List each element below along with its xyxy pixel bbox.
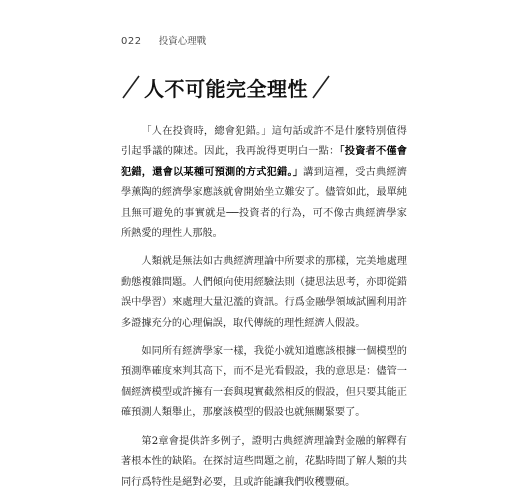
paragraph-text: 講到這裡，受古典經濟學薰陶的經濟學家應該就會開始坐立難安了。儘管如此，最單純且無可避免的事實就是──投資者的行為，可不像古典經濟學家所熱愛的理性人那般。 [121, 166, 407, 240]
paragraph: 第2章會提供許多例子，證明古典經濟理論對金融的解釋有著根本性的缺陷。在探討這些問題之前，花點時間了解人類的共同行爲特性是絕對必要，且或許能讓我們收穫豐碩。 [121, 435, 407, 488]
slash-decoration-icon [121, 74, 141, 100]
running-header [121, 33, 206, 47]
paragraph: 人類就是無法如古典經濟理論中所要求的那樣，完美地處理動態複雜問題。人們傾向使用經驗法則（捷思法思考，亦即從錯誤中學習）來處理大量氾濫的資訊。行爲金融學領域試圖利用許多證據充分的心理偏誤，取代傳統的理性經濟人假設。 [121, 256, 407, 329]
section-heading [121, 72, 331, 102]
emphasis-text: 「投資者不僅會犯錯，還會以某種可預測的方式犯錯。」 [121, 146, 407, 178]
slash-decoration-icon [311, 74, 331, 100]
section-title: 人不可能完全理性 [144, 76, 308, 101]
paragraph-text: 「人在投資時，總會犯錯。」這句話或許不是什麼特別值得引起爭議的陳述。因此，我再說得更明白一點： [121, 126, 407, 158]
page-number: 022 [121, 36, 142, 47]
body-text [121, 122, 407, 501]
paragraph [121, 122, 407, 244]
paragraph: 如同所有經濟學家一樣，我從小就知道應該根據一個模型的預測準確度來判其高下，而不是光看假設，我的意思是：儘管一個經濟模型或許擁有一套與現實截然相反的假設，但只要其能正確預測人類舉止，那麼該模型的假設也就無關緊要了。 [121, 346, 407, 419]
book-title: 投資心理戰 [158, 36, 207, 47]
